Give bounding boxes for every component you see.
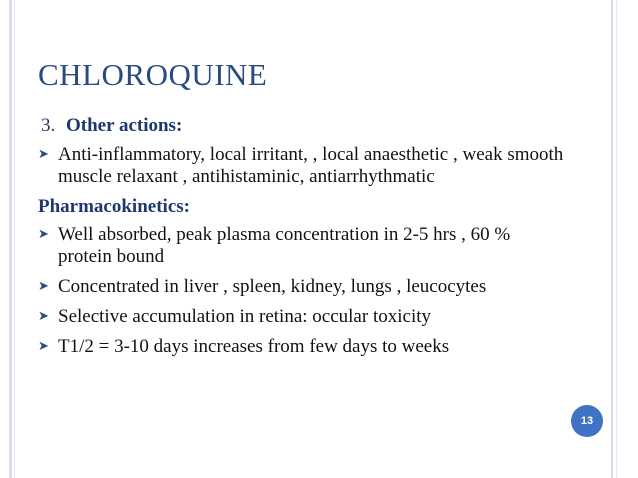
arrow-bullet-icon: ➤ — [38, 147, 49, 162]
list-item — [38, 224, 568, 268]
arrow-bullet-icon: ➤ — [38, 339, 49, 354]
subheading-number: 3. — [41, 115, 56, 136]
list-item — [38, 144, 568, 188]
other-actions-subheading — [41, 115, 568, 137]
page-number-badge: 13 — [571, 405, 603, 437]
slide-content — [38, 115, 568, 366]
list-item-text: Well absorbed, peak plasma concentration in 2-5 hrs , 60 % protein bound — [58, 224, 511, 267]
arrow-bullet-icon: ➤ — [38, 279, 49, 294]
arrow-bullet-icon: ➤ — [38, 227, 49, 242]
list-item-text: T1/2 = 3-10 days increases from few days to weeks — [58, 336, 450, 357]
list-item-text: Anti-inflammatory, local irritant, , local anaesthetic , weak smooth muscle relaxant , antihistaminic, antiarrhythmatic — [58, 144, 564, 187]
slide-title: CHLOROQUINE — [38, 57, 268, 92]
right-frame-line-inner — [616, 0, 617, 478]
subheading-label: Other actions: — [66, 115, 183, 136]
left-frame-line — [9, 0, 12, 478]
list-item — [38, 336, 568, 358]
arrow-bullet-icon: ➤ — [38, 309, 49, 324]
right-frame-line — [611, 0, 613, 478]
left-frame-line-inner — [14, 0, 15, 478]
list-item-text: Selective accumulation in retina: occular toxicity — [58, 306, 431, 327]
pharmacokinetics-heading: Pharmacokinetics: — [38, 196, 190, 217]
list-item — [38, 276, 568, 298]
list-item — [38, 306, 568, 328]
list-item-text: Concentrated in liver , spleen, kidney, lungs , leucocytes — [58, 276, 487, 297]
